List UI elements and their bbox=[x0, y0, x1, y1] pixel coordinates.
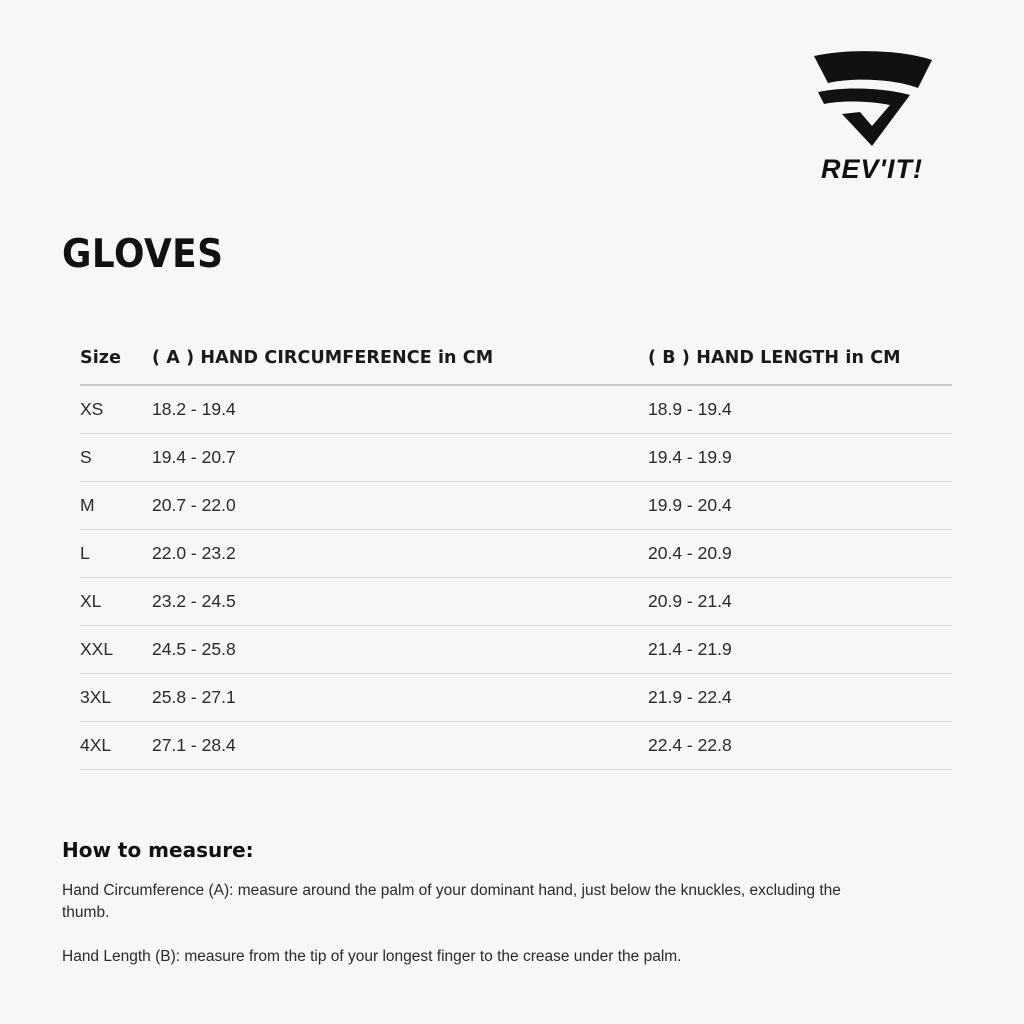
cell-size: S bbox=[80, 434, 152, 482]
table-body bbox=[80, 385, 952, 770]
cell-length: 22.4 - 22.8 bbox=[648, 722, 952, 770]
cell-circumference: 27.1 - 28.4 bbox=[152, 722, 648, 770]
cell-length: 19.4 - 19.9 bbox=[648, 434, 952, 482]
table-row bbox=[80, 434, 952, 482]
how-to-measure-heading: How to measure: bbox=[62, 838, 254, 862]
cell-size: 4XL bbox=[80, 722, 152, 770]
size-chart-table bbox=[80, 348, 952, 770]
cell-length: 19.9 - 20.4 bbox=[648, 482, 952, 530]
cell-size: XXL bbox=[80, 626, 152, 674]
column-header-hand-circumference: ( A ) HAND CIRCUMFERENCE in CM bbox=[152, 348, 494, 368]
table-row bbox=[80, 674, 952, 722]
cell-circumference: 18.2 - 19.4 bbox=[152, 385, 648, 434]
cell-circumference: 19.4 - 20.7 bbox=[152, 434, 648, 482]
table-head bbox=[80, 348, 952, 385]
table-row bbox=[80, 530, 952, 578]
cell-size: L bbox=[80, 530, 152, 578]
column-header-size: Size bbox=[80, 348, 122, 368]
cell-size: XS bbox=[80, 385, 152, 434]
table-header-row bbox=[80, 348, 952, 385]
cell-circumference: 23.2 - 24.5 bbox=[152, 578, 648, 626]
cell-length: 18.9 - 19.4 bbox=[648, 385, 952, 434]
how-to-measure-circumference-text: Hand Circumference (A): measure around the palm of your dominant hand, just below the knuckles, excluding the thumb. bbox=[62, 882, 841, 921]
table-row bbox=[80, 482, 952, 530]
cell-length: 21.9 - 22.4 bbox=[648, 674, 952, 722]
table-row bbox=[80, 626, 952, 674]
how-to-measure-length-text: Hand Length (B): measure from the tip of your longest finger to the crease under the palm. bbox=[62, 948, 682, 965]
cell-circumference: 20.7 - 22.0 bbox=[152, 482, 648, 530]
cell-circumference: 25.8 - 27.1 bbox=[152, 674, 648, 722]
cell-circumference: 24.5 - 25.8 bbox=[152, 626, 648, 674]
revit-shield-icon bbox=[798, 48, 946, 148]
cell-length: 20.9 - 21.4 bbox=[648, 578, 952, 626]
cell-circumference: 22.0 - 23.2 bbox=[152, 530, 648, 578]
table-row bbox=[80, 385, 952, 434]
cell-size: M bbox=[80, 482, 152, 530]
brand-name: REV'IT! bbox=[821, 154, 923, 184]
cell-length: 21.4 - 21.9 bbox=[648, 626, 952, 674]
how-to-measure-section bbox=[62, 838, 862, 968]
cell-size: XL bbox=[80, 578, 152, 626]
table-row bbox=[80, 578, 952, 626]
cell-size: 3XL bbox=[80, 674, 152, 722]
cell-length: 20.4 - 20.9 bbox=[648, 530, 952, 578]
page-title: GLOVES bbox=[62, 232, 224, 277]
column-header-hand-length: ( B ) HAND LENGTH in CM bbox=[648, 348, 901, 368]
table-row bbox=[80, 722, 952, 770]
brand-logo bbox=[782, 48, 962, 185]
